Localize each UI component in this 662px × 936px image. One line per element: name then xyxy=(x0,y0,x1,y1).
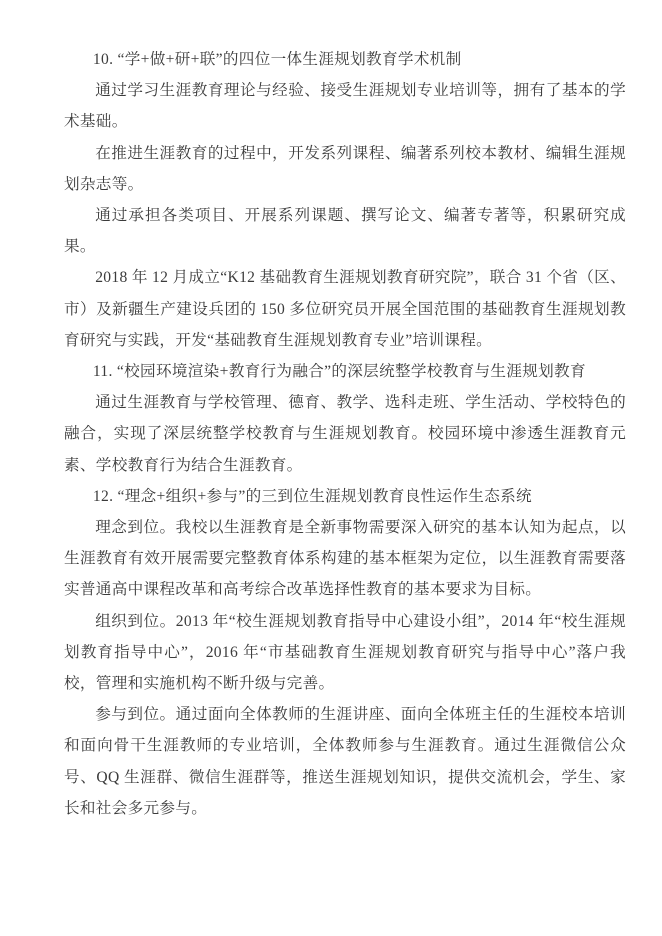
section-heading-11: 11. “校园环境渲染+教育行为融合”的深层统整学校教育与生涯规划教育 xyxy=(92,363,586,381)
section-heading-12: 12. “理念+组织+参与”的三到位生涯规划教育良性运作生态系统 xyxy=(92,487,532,505)
body-paragraph: 通过学习生涯教育理论与经验、接受生涯规划专业培训等，拥有了基本的学术基础。 xyxy=(64,82,626,131)
document-body xyxy=(64,44,626,824)
body-paragraph: 2018 年 12 月成立“K12 基础教育生涯规划教育研究院”，联合 31 个省（区、市）及新疆生产建设兵团的 150 多位研究员开展全国范围的基础教育生涯规划教育研究与实践，开发“基础教育生涯规划教育专业”培训课程。 xyxy=(64,269,626,349)
body-paragraph: 通过生涯教育与学校管理、德育、教学、选科走班、学生活动、学校特色的融合，实现了深层统整学校教育与生涯规划教育。校园环境中渗透生涯教育元素、学校教育行为结合生涯教育。 xyxy=(64,394,626,474)
body-paragraph: 通过承担各类项目、开展系列课题、撰写论文、编著专著等，积累研究成果。 xyxy=(64,207,626,256)
body-paragraph: 在推进生涯教育的过程中，开发系列课程、编著系列校本教材、编辑生涯规划杂志等。 xyxy=(64,144,626,193)
body-paragraph: 理念到位。我校以生涯教育是全新事物需要深入研究的基本认知为起点，以生涯教育有效开展需要完整教育体系构建的基本框架为定位，以生涯教育需要落实普通高中课程改革和高考综合改革选择性教育的基本要求为目标。 xyxy=(64,519,626,599)
body-paragraph: 组织到位。2013 年“校生涯规划教育指导中心建设小组”，2014 年“校生涯规划教育指导中心”，2016 年“市基础教育生涯规划教育研究与指导中心”落户我校，管理和实施机构不断升级与完善。 xyxy=(64,612,626,693)
body-paragraph: 参与到位。通过面向全体教师的生涯讲座、面向全体班主任的生涯校本培训和面向骨干生涯教师的专业培训，全体教师参与生涯教育。通过生涯微信公众号、QQ 生涯群、微信生涯群等，推送生涯规划知识，提供交流机会，学生、家长和社会多元参与。 xyxy=(64,706,626,817)
section-heading-10: 10. “学+做+研+联”的四位一体生涯规划教育学术机制 xyxy=(92,51,462,68)
